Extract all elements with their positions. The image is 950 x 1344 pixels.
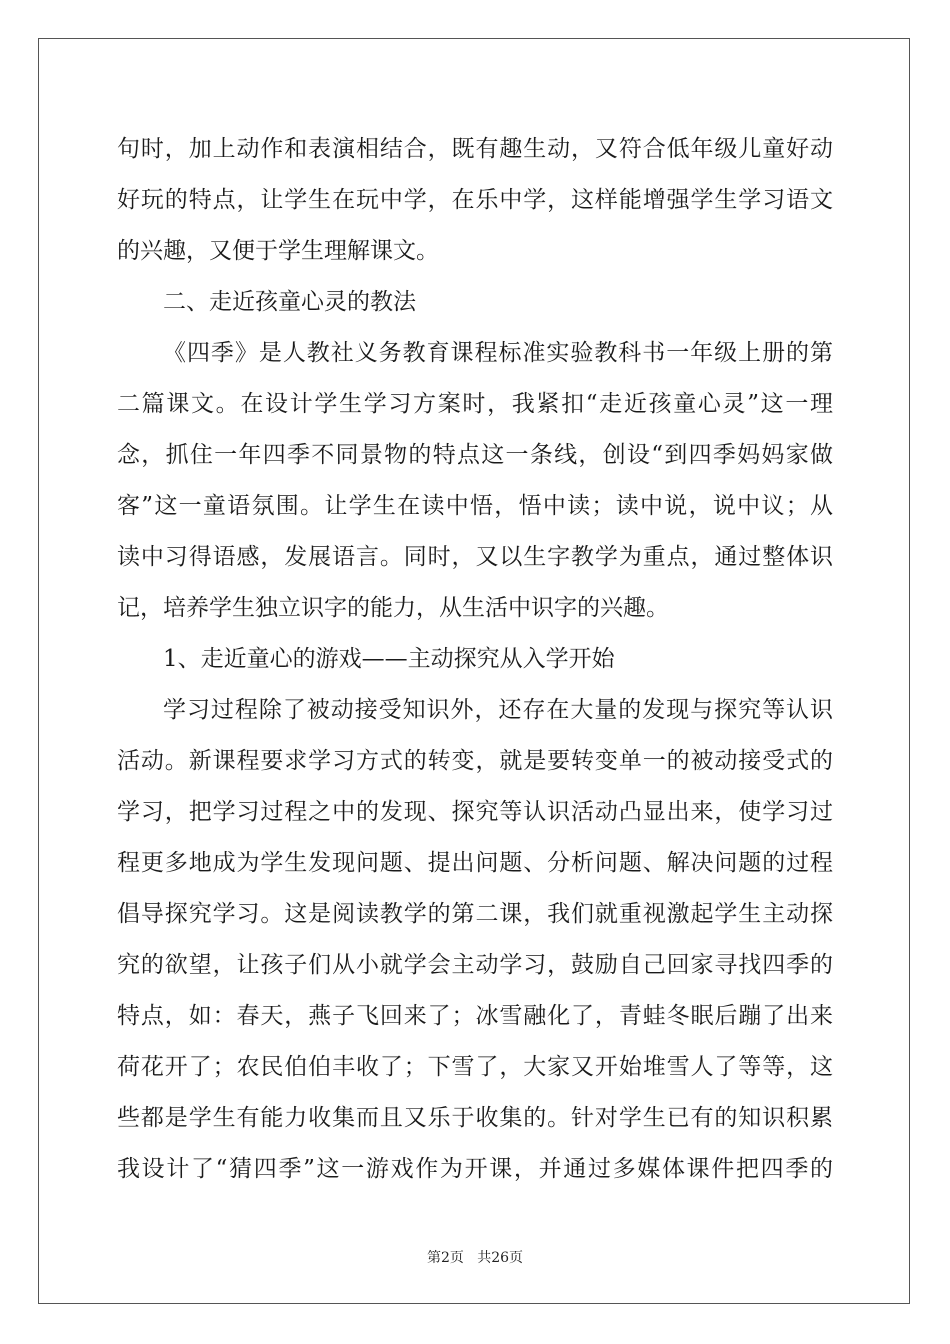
text-line: 念，抓住一年四季不同景物的特点这一条线，创设“到四季妈妈家做 — [117, 442, 833, 468]
text-line: 究的欲望，让孩子们从小就学会主动学习，鼓励自己回家寻找四季的 — [117, 952, 833, 978]
text-line: 客”这一童语氛围。让学生在读中悟，悟中读；读中说，说中议；从 — [117, 493, 833, 519]
document-body — [117, 124, 833, 1195]
text-line: 学习过程除了被动接受知识外，还存在大量的发现与探究等认识 — [163, 697, 833, 723]
text-line: 《四季》是人教社义务教育课程标准实验教科书一年级上册的第 — [163, 340, 833, 366]
text-line: 学习，把学习过程之中的发现、探究等认识活动凸显出来，使学习过 — [117, 799, 833, 825]
subsection-heading: 1、走近童心的游戏——主动探究从入学开始 — [163, 646, 615, 672]
text-line: 的兴趣，又便于学生理解课文。 — [117, 238, 439, 264]
section-heading: 二、走近孩童心灵的教法 — [163, 289, 416, 315]
text-line: 句时，加上动作和表演相结合，既有趣生动，又符合低年级儿童好动 — [117, 136, 833, 162]
text-line: 活动。新课程要求学习方式的转变，就是要转变单一的被动接受式的 — [117, 748, 833, 774]
text-line: 倡导探究学习。这是阅读教学的第二课，我们就重视激起学生主动探 — [117, 901, 833, 927]
text-line: 好玩的特点，让学生在玩中学，在乐中学，这样能增强学生学习语文 — [117, 187, 833, 213]
text-line: 特点，如：春天，燕子飞回来了；冰雪融化了，青蛙冬眠后蹦了出来 — [117, 1003, 833, 1029]
text-line: 读中习得语感，发展语言。同时，又以生字教学为重点，通过整体识 — [117, 544, 833, 570]
text-line: 二篇课文。在设计学生学习方案时，我紧扣“走近孩童心灵”这一理 — [117, 391, 833, 417]
text-line: 荷花开了；农民伯伯丰收了；下雪了，大家又开始堆雪人了等等，这 — [117, 1054, 833, 1080]
text-line: 记，培养学生独立识字的能力，从生活中识字的兴趣。 — [117, 595, 669, 621]
text-line: 些都是学生有能力收集而且又乐于收集的。针对学生已有的知识积累 — [117, 1105, 833, 1131]
text-line: 程更多地成为学生发现问题、提出问题、分析问题、解决问题的过程 — [117, 850, 833, 876]
text-line: 我设计了“猜四季”这一游戏作为开课，并通过多媒体课件把四季的 — [117, 1156, 833, 1182]
page-number-footer: 第2页 共26页 — [426, 1250, 524, 1266]
